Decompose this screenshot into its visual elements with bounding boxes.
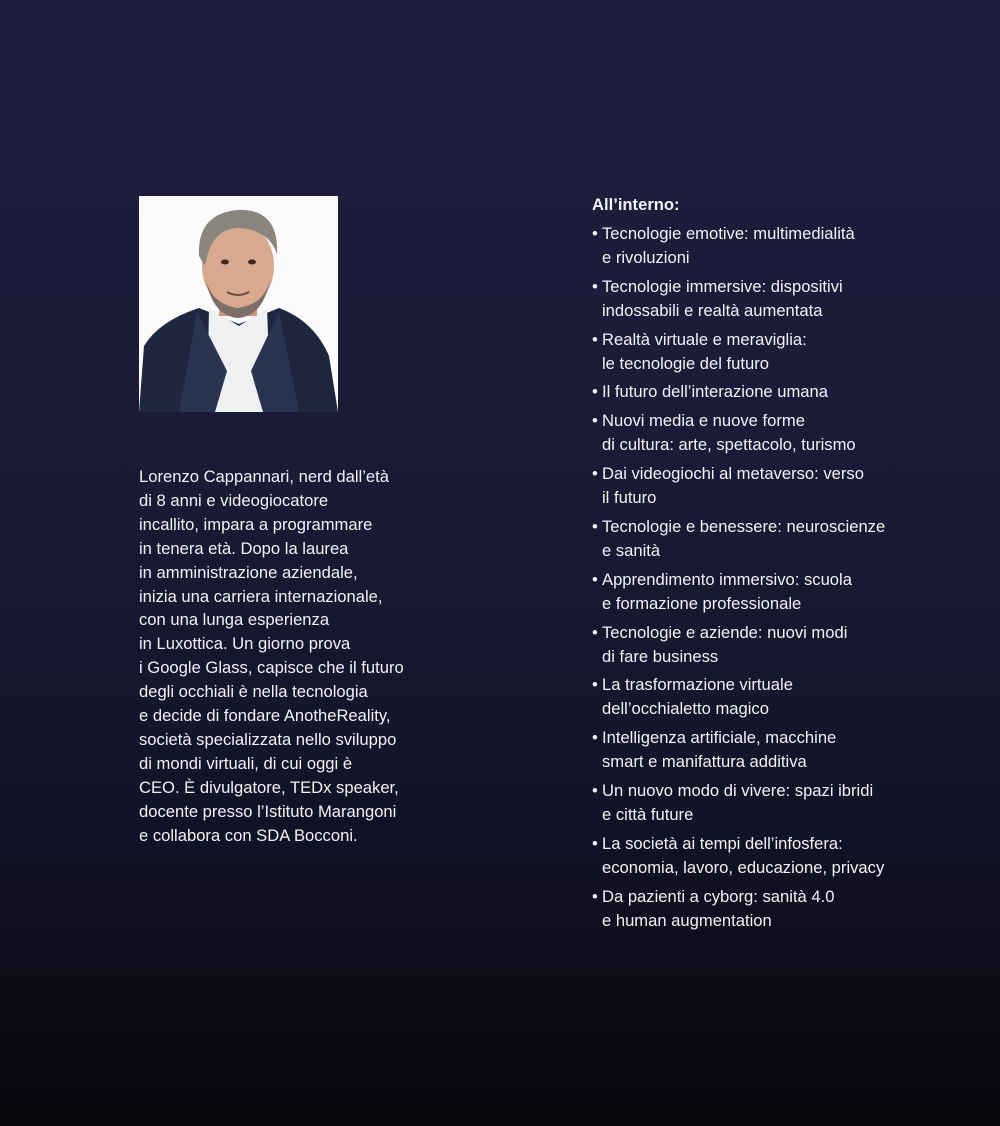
contents-item	[592, 380, 932, 404]
contents-item-line: il futuro	[602, 488, 657, 508]
contents-item-line: indossabili e realtà aumentata	[602, 300, 823, 320]
contents-item	[592, 885, 932, 933]
bullet-icon: •	[592, 464, 598, 484]
contents-item	[592, 568, 932, 616]
contents-item-line: e formazione professionale	[602, 593, 802, 613]
bullet-icon: •	[592, 833, 598, 853]
author-photo	[139, 196, 338, 412]
bio-line: docente presso l’Istituto Marangoni	[139, 801, 397, 821]
contents-item	[592, 409, 932, 457]
bio-line: in tenera età. Dopo la laurea	[139, 538, 349, 558]
contents-item-line: le tecnologie del futuro	[602, 353, 769, 373]
contents-item	[592, 726, 932, 774]
contents-item-line: Tecnologie e aziende: nuovi modi	[602, 622, 848, 642]
contents-list	[592, 193, 932, 937]
contents-item	[592, 222, 932, 270]
bio-line: inizia una carriera internazionale,	[139, 586, 383, 606]
bio-line: Lorenzo Cappannari, nerd dall’età	[139, 467, 390, 486]
bio-line: i Google Glass, capisce che il futuro	[139, 658, 404, 678]
contents-item-line: di fare business	[602, 646, 719, 666]
contents-item-line: La trasformazione virtuale	[602, 675, 793, 695]
bullet-icon: •	[592, 622, 598, 642]
contents-item-line: Apprendimento immersivo: scuola	[602, 569, 852, 589]
bio-line: e decide di fondare AnotheReality,	[139, 706, 391, 726]
contents-item-line: Tecnologie e benessere: neuroscienze	[602, 516, 886, 536]
bullet-icon: •	[592, 382, 598, 402]
contents-item-line: di cultura: arte, spettacolo, turismo	[602, 435, 856, 455]
contents-item	[592, 328, 932, 376]
contents-item	[592, 515, 932, 563]
contents-item-line: Realtà virtuale e meraviglia:	[602, 329, 807, 349]
bullet-icon: •	[592, 781, 598, 801]
contents-item-line: Il futuro dell’interazione umana	[602, 382, 828, 402]
contents-item	[592, 621, 932, 669]
contents-item-line: Dai videogiochi al metaverso: verso	[602, 464, 864, 484]
bullet-icon: •	[592, 675, 598, 695]
bullet-icon: •	[592, 886, 598, 906]
bio-line: in amministrazione aziendale,	[139, 562, 358, 582]
bio-line: incallito, impara a programmare	[139, 514, 373, 534]
bullet-icon: •	[592, 329, 598, 349]
contents-item	[592, 275, 932, 323]
bio-line: CEO. È divulgatore, TEDx speaker,	[139, 777, 399, 797]
contents-item	[592, 779, 932, 827]
contents-item-line: smart e manifattura additiva	[602, 752, 807, 772]
contents-item-line: e città future	[602, 804, 694, 824]
contents-item-line: Intelligenza artificiale, macchine	[602, 728, 837, 748]
contents-item-line: Tecnologie immersive: dispositivi	[602, 276, 843, 296]
bullet-icon: •	[592, 728, 598, 748]
contents-heading: All’interno:	[592, 195, 680, 214]
contents-item	[592, 462, 932, 510]
bio-line: di 8 anni e videogiocatore	[139, 490, 329, 510]
bullet-icon: •	[592, 569, 598, 589]
bio-line: di mondi virtuali, di cui oggi è	[139, 753, 353, 773]
bio-line: in Luxottica. Un giorno prova	[139, 634, 351, 654]
bullet-icon: •	[592, 411, 598, 431]
contents-item-line: e human augmentation	[602, 910, 772, 930]
contents-item-line: e rivoluzioni	[602, 247, 690, 267]
bullet-icon: •	[592, 516, 598, 536]
contents-item-line: Da pazienti a cyborg: sanità 4.0	[602, 886, 835, 906]
contents-item-line: Nuovi media e nuove forme	[602, 411, 805, 431]
contents-item-line: Tecnologie emotive: multimedialità	[602, 224, 855, 243]
author-bio	[139, 465, 459, 848]
contents-item-line: economia, lavoro, educazione, privacy	[602, 857, 885, 877]
contents-item	[592, 832, 932, 880]
contents-item-line: Un nuovo modo di vivere: spazi ibridi	[602, 781, 874, 801]
contents-item-line: dell’occhialetto magico	[602, 699, 769, 719]
contents-item-line: e sanità	[602, 540, 661, 560]
bio-line: società specializzata nello sviluppo	[139, 729, 397, 749]
contents-item-line: La società ai tempi dell’infosfera:	[602, 833, 843, 853]
bio-line: degli occhiali è nella tecnologia	[139, 682, 368, 702]
bio-line: e collabora con SDA Bocconi.	[139, 825, 358, 845]
bullet-icon: •	[592, 276, 598, 296]
bullet-icon: •	[592, 224, 598, 243]
contents-item	[592, 673, 932, 721]
bio-line: con una lunga esperienza	[139, 610, 330, 630]
